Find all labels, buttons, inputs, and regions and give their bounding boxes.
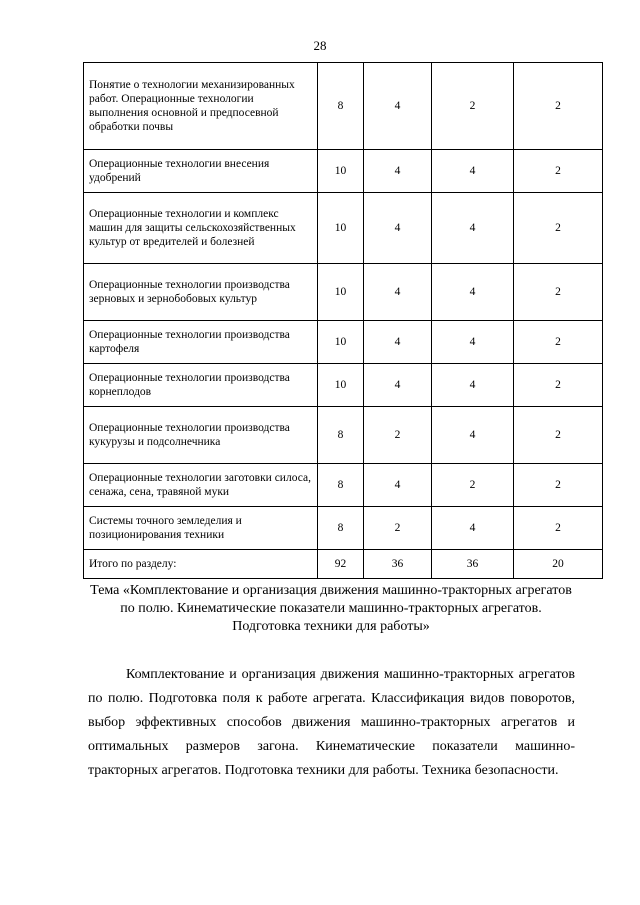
hours-cell: 4 <box>364 193 432 264</box>
hours-cell: 4 <box>432 407 514 464</box>
summary-hours-cell: 36 <box>432 550 514 579</box>
hours-cell: 2 <box>514 364 603 407</box>
table-row <box>84 364 603 407</box>
topic-cell: Операционные технологии заготовки силоса, сенажа, сена, травяной муки <box>84 464 318 507</box>
curriculum-table <box>83 62 603 579</box>
total-hours-cell: 10 <box>318 321 364 364</box>
hours-cell: 4 <box>432 150 514 193</box>
body-paragraph: Комплектование и организация движения машинно-тракторных агрегатов по полю. Подготовка поля к работе агрегата. Классификация видов поворотов, выбор эффективных способов движения машинно-тракторных агрегатов и оптимальных размеров загона. Кинематические показатели машинно-тракторных агрегатов. Подготовка техники для работы. Техника безопасности. <box>88 667 575 778</box>
summary-total-cell: 92 <box>318 550 364 579</box>
summary-row <box>84 550 603 579</box>
topic-cell: Операционные технологии и комплекс машин для защиты сельскохозяйственных культур от вредителей и болезней <box>84 193 318 264</box>
total-hours-cell: 10 <box>318 193 364 264</box>
hours-cell: 2 <box>364 507 432 550</box>
topic-cell: Операционные технологии производства картофеля <box>84 321 318 364</box>
topic-cell: Операционные технологии производства кукурузы и подсолнечника <box>84 407 318 464</box>
table-row <box>84 464 603 507</box>
hours-cell: 2 <box>514 407 603 464</box>
page-number: 28 <box>313 38 327 53</box>
topic-cell: Операционные технологии внесения удобрений <box>84 150 318 193</box>
table-row <box>84 407 603 464</box>
theme-heading: Тема «Комплектование и организация движения машинно-тракторных агрегатов по полю. Кинематические показатели машинно-тракторных агрегатов. Подготовка техники для работы» <box>90 583 572 634</box>
summary-hours-cell: 20 <box>514 550 603 579</box>
summary-label: Итого по разделу: <box>84 550 318 579</box>
hours-cell: 4 <box>364 321 432 364</box>
hours-cell: 2 <box>364 407 432 464</box>
topic-cell: Операционные технологии производства корнеплодов <box>84 364 318 407</box>
table-row <box>84 63 603 150</box>
hours-cell: 4 <box>432 193 514 264</box>
hours-cell: 2 <box>432 464 514 507</box>
topic-cell: Понятие о технологии механизированных работ. Операционные технологии выполнения основной и предпосевной обработки почвы <box>84 63 318 150</box>
hours-cell: 4 <box>432 364 514 407</box>
summary-hours-cell: 36 <box>364 550 432 579</box>
hours-cell: 2 <box>514 264 603 321</box>
hours-cell: 2 <box>514 321 603 364</box>
total-hours-cell: 8 <box>318 507 364 550</box>
hours-cell: 2 <box>432 63 514 150</box>
hours-cell: 2 <box>514 507 603 550</box>
hours-cell: 4 <box>364 464 432 507</box>
total-hours-cell: 10 <box>318 364 364 407</box>
hours-cell: 4 <box>432 507 514 550</box>
hours-cell: 2 <box>514 464 603 507</box>
total-hours-cell: 10 <box>318 264 364 321</box>
total-hours-cell: 8 <box>318 464 364 507</box>
hours-cell: 4 <box>364 63 432 150</box>
table-row <box>84 321 603 364</box>
hours-cell: 4 <box>432 264 514 321</box>
hours-cell: 4 <box>364 364 432 407</box>
hours-cell: 4 <box>364 264 432 321</box>
topic-cell: Операционные технологии производства зерновых и зернобобовых культур <box>84 264 318 321</box>
total-hours-cell: 8 <box>318 63 364 150</box>
topic-cell: Системы точного земледелия и позиционирования техники <box>84 507 318 550</box>
hours-cell: 2 <box>514 63 603 150</box>
table-row <box>84 193 603 264</box>
total-hours-cell: 10 <box>318 150 364 193</box>
hours-cell: 4 <box>364 150 432 193</box>
total-hours-cell: 8 <box>318 407 364 464</box>
table-row <box>84 264 603 321</box>
hours-cell: 2 <box>514 193 603 264</box>
table-row <box>84 150 603 193</box>
hours-cell: 2 <box>514 150 603 193</box>
table-row <box>84 507 603 550</box>
hours-cell: 4 <box>432 321 514 364</box>
